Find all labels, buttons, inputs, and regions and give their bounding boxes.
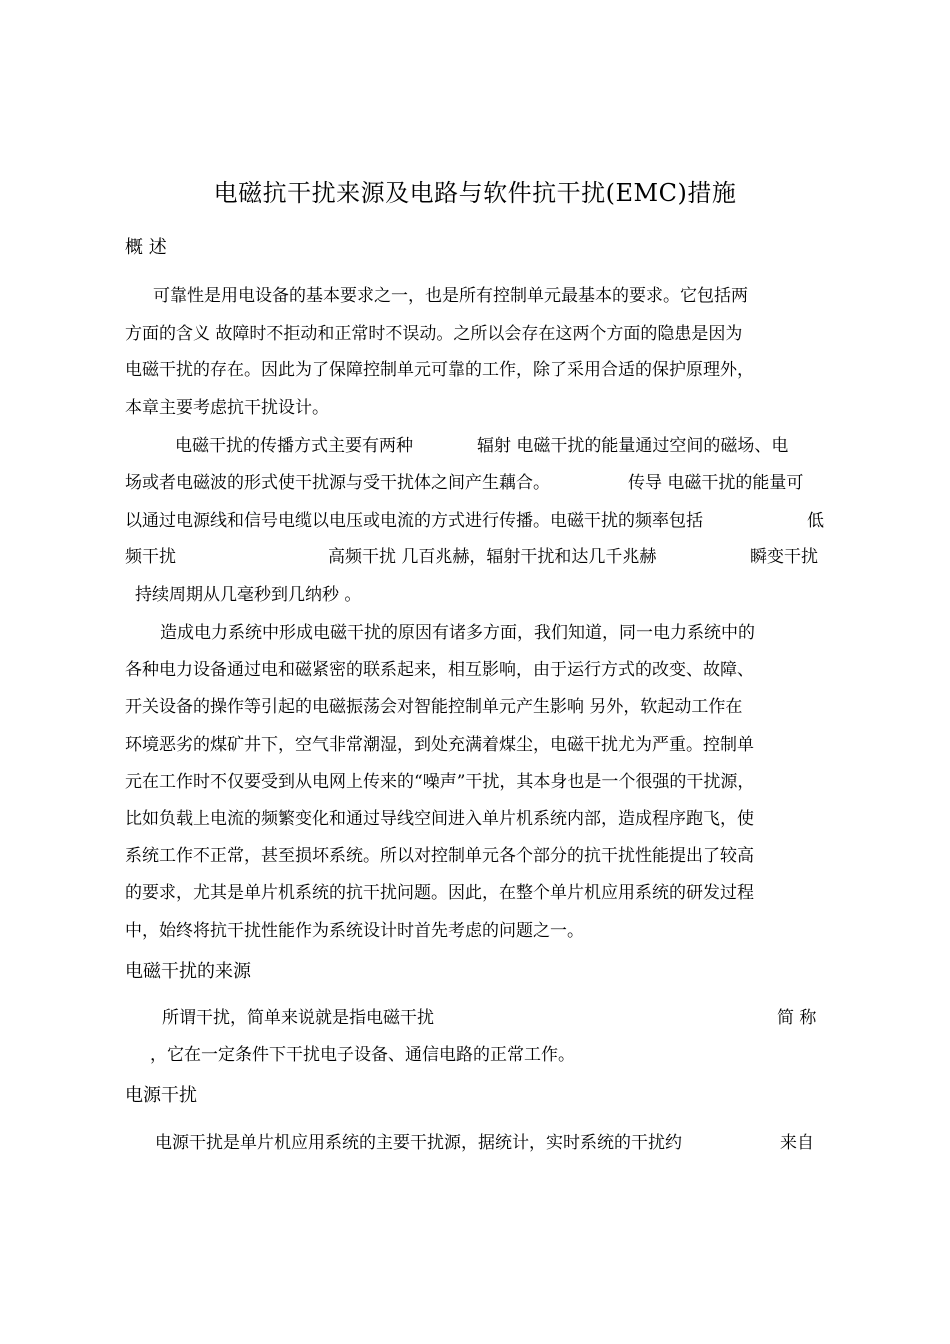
paragraph-line-segment: 电源干扰是单片机应用系统的主要干扰源，据统计，实时系统的干扰约 bbox=[155, 1133, 682, 1153]
paragraph-line: 环境恶劣的煤矿井下，空气非常潮湿，到处充满着煤尘，电磁干扰尤为严重。控制单 bbox=[125, 735, 754, 755]
paragraph-line-segment: 瞬变干扰 bbox=[750, 547, 818, 567]
paragraph-line-segment: 来自 bbox=[780, 1133, 814, 1153]
paragraph-line: 电磁干扰的存在。因此为了保障控制单元可靠的工作，除了采用合适的保护原理外， bbox=[125, 360, 754, 380]
paragraph-line: ，它在一定条件下干扰电子设备、通信电路的正常工作。 bbox=[150, 1045, 575, 1065]
paragraph-line: 本章主要考虑抗干扰设计。 bbox=[125, 398, 329, 418]
paragraph-line-segment: 简 称 bbox=[777, 1008, 817, 1028]
paragraph-line-segment: 传导 电磁干扰的能量可 bbox=[628, 473, 804, 493]
paragraph-line-segment: 电磁干扰的传播方式主要有两种 bbox=[175, 436, 413, 456]
paragraph-line: 开关设备的操作等引起的电磁振荡会对智能控制单元产生影响 另外，软起动工作在 bbox=[125, 697, 743, 717]
paragraph-line-segment: 低 bbox=[807, 511, 824, 531]
paragraph-line: 持续周期从几毫秒到几纳秒 。 bbox=[135, 585, 362, 605]
paragraph-line: 比如负载上电流的频繁变化和通过导线空间进入单片机系统内部，造成程序跑飞，使 bbox=[125, 809, 754, 829]
paragraph-line: 中，始终将抗干扰性能作为系统设计时首先考虑的问题之一。 bbox=[125, 921, 584, 941]
section-heading-overview: 概 述 bbox=[125, 237, 167, 258]
paragraph-line: 系统工作不正常，甚至损坏系统。所以对控制单元各个部分的抗干扰性能提出了较高 bbox=[125, 846, 754, 866]
document-title: 电磁抗干扰来源及电路与软件抗干扰(EMC)措施 bbox=[213, 179, 737, 207]
paragraph-line: 的要求，尤其是单片机系统的抗干扰问题。因此，在整个单片机应用系统的研发过程 bbox=[125, 883, 754, 903]
paragraph-line: 场或者电磁波的形式使干扰源与受干扰体之间产生藕合。 bbox=[125, 473, 550, 493]
paragraph-line: 方面的含义 故障时不拒动和正常时不误动。之所以会存在这两个方面的隐患是因为 bbox=[125, 324, 743, 344]
paragraph-line-segment: 辐射 电磁干扰的能量通过空间的磁场、电 bbox=[477, 436, 789, 456]
paragraph-line: 以通过电源线和信号电缆以电压或电流的方式进行传播。电磁干扰的频率包括 bbox=[125, 511, 703, 531]
section-heading-emi-sources: 电磁干扰的来源 bbox=[125, 961, 251, 982]
paragraph-line-segment: 高频干扰 几百兆赫，辐射干扰和达几千兆赫 bbox=[328, 547, 657, 567]
paragraph-line: 元在工作时不仅要受到从电网上传来的“噪声”干扰，其本身也是一个很强的干扰源， bbox=[125, 772, 755, 792]
paragraph-line-segment: 所谓干扰，简单来说就是指电磁干扰 bbox=[162, 1008, 434, 1028]
paragraph-line: 造成电力系统中形成电磁干扰的原因有诸多方面，我们知道，同一电力系统中的 bbox=[160, 623, 755, 643]
paragraph-line-segment: 频干扰 bbox=[125, 547, 176, 567]
section-heading-power-interference: 电源干扰 bbox=[125, 1085, 197, 1106]
paragraph-line: 可靠性是用电设备的基本要求之一，也是所有控制单元最基本的要求。它包括两 bbox=[153, 286, 748, 306]
paragraph-line: 各种电力设备通过电和磁紧密的联系起来，相互影响，由于运行方式的改变、故障、 bbox=[125, 660, 754, 680]
